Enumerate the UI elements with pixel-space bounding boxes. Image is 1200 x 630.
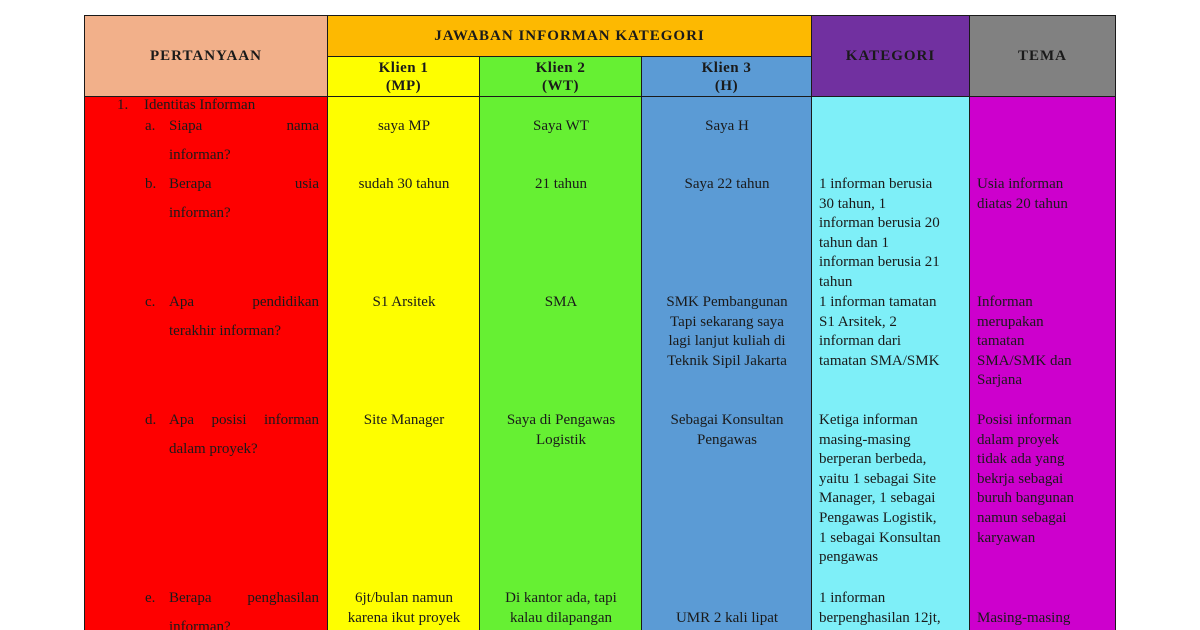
answer-c-klien-1: S1 Arsitek	[372, 294, 436, 310]
klien-2-name: Klien 2	[535, 59, 586, 76]
section-number: 1.	[117, 97, 129, 113]
klien-1-name: Klien 1	[378, 59, 429, 76]
header-klien-1	[327, 56, 480, 97]
question-b-line-1: Berapa usia	[169, 176, 319, 192]
answer-d-klien-2: Saya di Pengawas Logistik	[506, 412, 616, 448]
question-c-line-1: Apa pendidikan	[169, 294, 319, 310]
answer-b-klien-1: sudah 30 tahun	[358, 176, 450, 192]
answer-a-klien-3: Saya H	[705, 118, 749, 134]
header-kategori	[811, 15, 970, 97]
header-pertanyaan	[84, 15, 328, 97]
klien-1-code: (MP)	[385, 77, 422, 94]
kategori-d: Ketiga informan masing-masing berperan berbeda, yaitu 1 sebagai Site Manager, 1 sebagai Pengawas Logistik, 1 sebagai Konsultan pengawas	[819, 412, 941, 566]
question-letter-a: a.	[145, 118, 156, 134]
header-kategori-label: KATEGORI	[845, 47, 936, 64]
header-jawaban	[327, 15, 812, 57]
question-letter-c: c.	[145, 294, 156, 310]
question-letter-e: e.	[145, 590, 156, 606]
question-a-line-1: Siapa nama	[169, 118, 319, 134]
kategori-c: 1 informan tamatan S1 Arsitek, 2 informan dari tamatan SMA/SMK	[819, 294, 940, 369]
answer-b-klien-2: 21 tahun	[534, 176, 588, 192]
section-title: Identitas Informan	[144, 97, 256, 113]
klien-3-name: Klien 3	[701, 59, 752, 76]
header-pertanyaan-label: PERTANYAAN	[150, 47, 262, 64]
tema-b: Usia informan diatas 20 tahun	[977, 176, 1068, 212]
question-d-line-1: Apa posisi informan	[169, 412, 319, 428]
answer-e-klien-3: UMR 2 kali lipat	[675, 610, 779, 626]
question-e-line-2: informan?	[169, 619, 231, 630]
question-c-line-2: terakhir informan?	[169, 323, 282, 339]
tema-e: Masing-masing	[977, 610, 1071, 626]
answer-d-klien-3: Sebagai Konsultan Pengawas	[670, 412, 784, 448]
tema-d: Posisi informan dalam proyek tidak ada yang bekrja sebagai buruh bangunan namun sebagai karyawan	[977, 412, 1075, 546]
header-jawaban-label: JAWABAN INFORMAN KATEGORI	[434, 27, 705, 44]
tema-c: Informan merupakan tamatan SMA/SMK dan Sarjana	[977, 294, 1072, 389]
klien-3-code: (H)	[714, 77, 739, 94]
answer-b-klien-3: Saya 22 tahun	[684, 176, 770, 192]
klien-2-code: (WT)	[542, 77, 579, 94]
question-d-line-2: dalam proyek?	[169, 441, 258, 457]
answer-d-klien-1: Site Manager	[363, 412, 445, 428]
answer-e-klien-1: 6jt/bulan namun karena ikut proyek	[347, 590, 461, 626]
question-e-line-1: Berapa penghasilan	[169, 590, 319, 606]
kategori-e: 1 informan berpenghasilan 12jt,	[819, 590, 941, 626]
header-tema-label: TEMA	[1018, 47, 1067, 64]
answer-c-klien-3: SMK Pembangunan Tapi sekarang saya lagi lanjut kuliah di Teknik Sipil Jakarta	[666, 294, 788, 369]
answer-a-klien-2: Saya WT	[533, 118, 589, 134]
question-letter-d: d.	[145, 412, 157, 428]
answer-e-klien-2: Di kantor ada, tapi kalau dilapangan	[505, 590, 617, 626]
question-a-line-2: informan?	[169, 147, 231, 163]
question-b-line-2: informan?	[169, 205, 231, 221]
header-tema	[969, 15, 1116, 97]
question-letter-b: b.	[145, 176, 157, 192]
header-klien-2	[479, 56, 642, 97]
answer-a-klien-1: saya MP	[377, 118, 431, 134]
answer-c-klien-2: SMA	[544, 294, 578, 310]
header-klien-3	[641, 56, 812, 97]
kategori-b: 1 informan berusia 30 tahun, 1 informan berusia 20 tahun dan 1 informan berusia 21 tahun	[819, 176, 940, 290]
